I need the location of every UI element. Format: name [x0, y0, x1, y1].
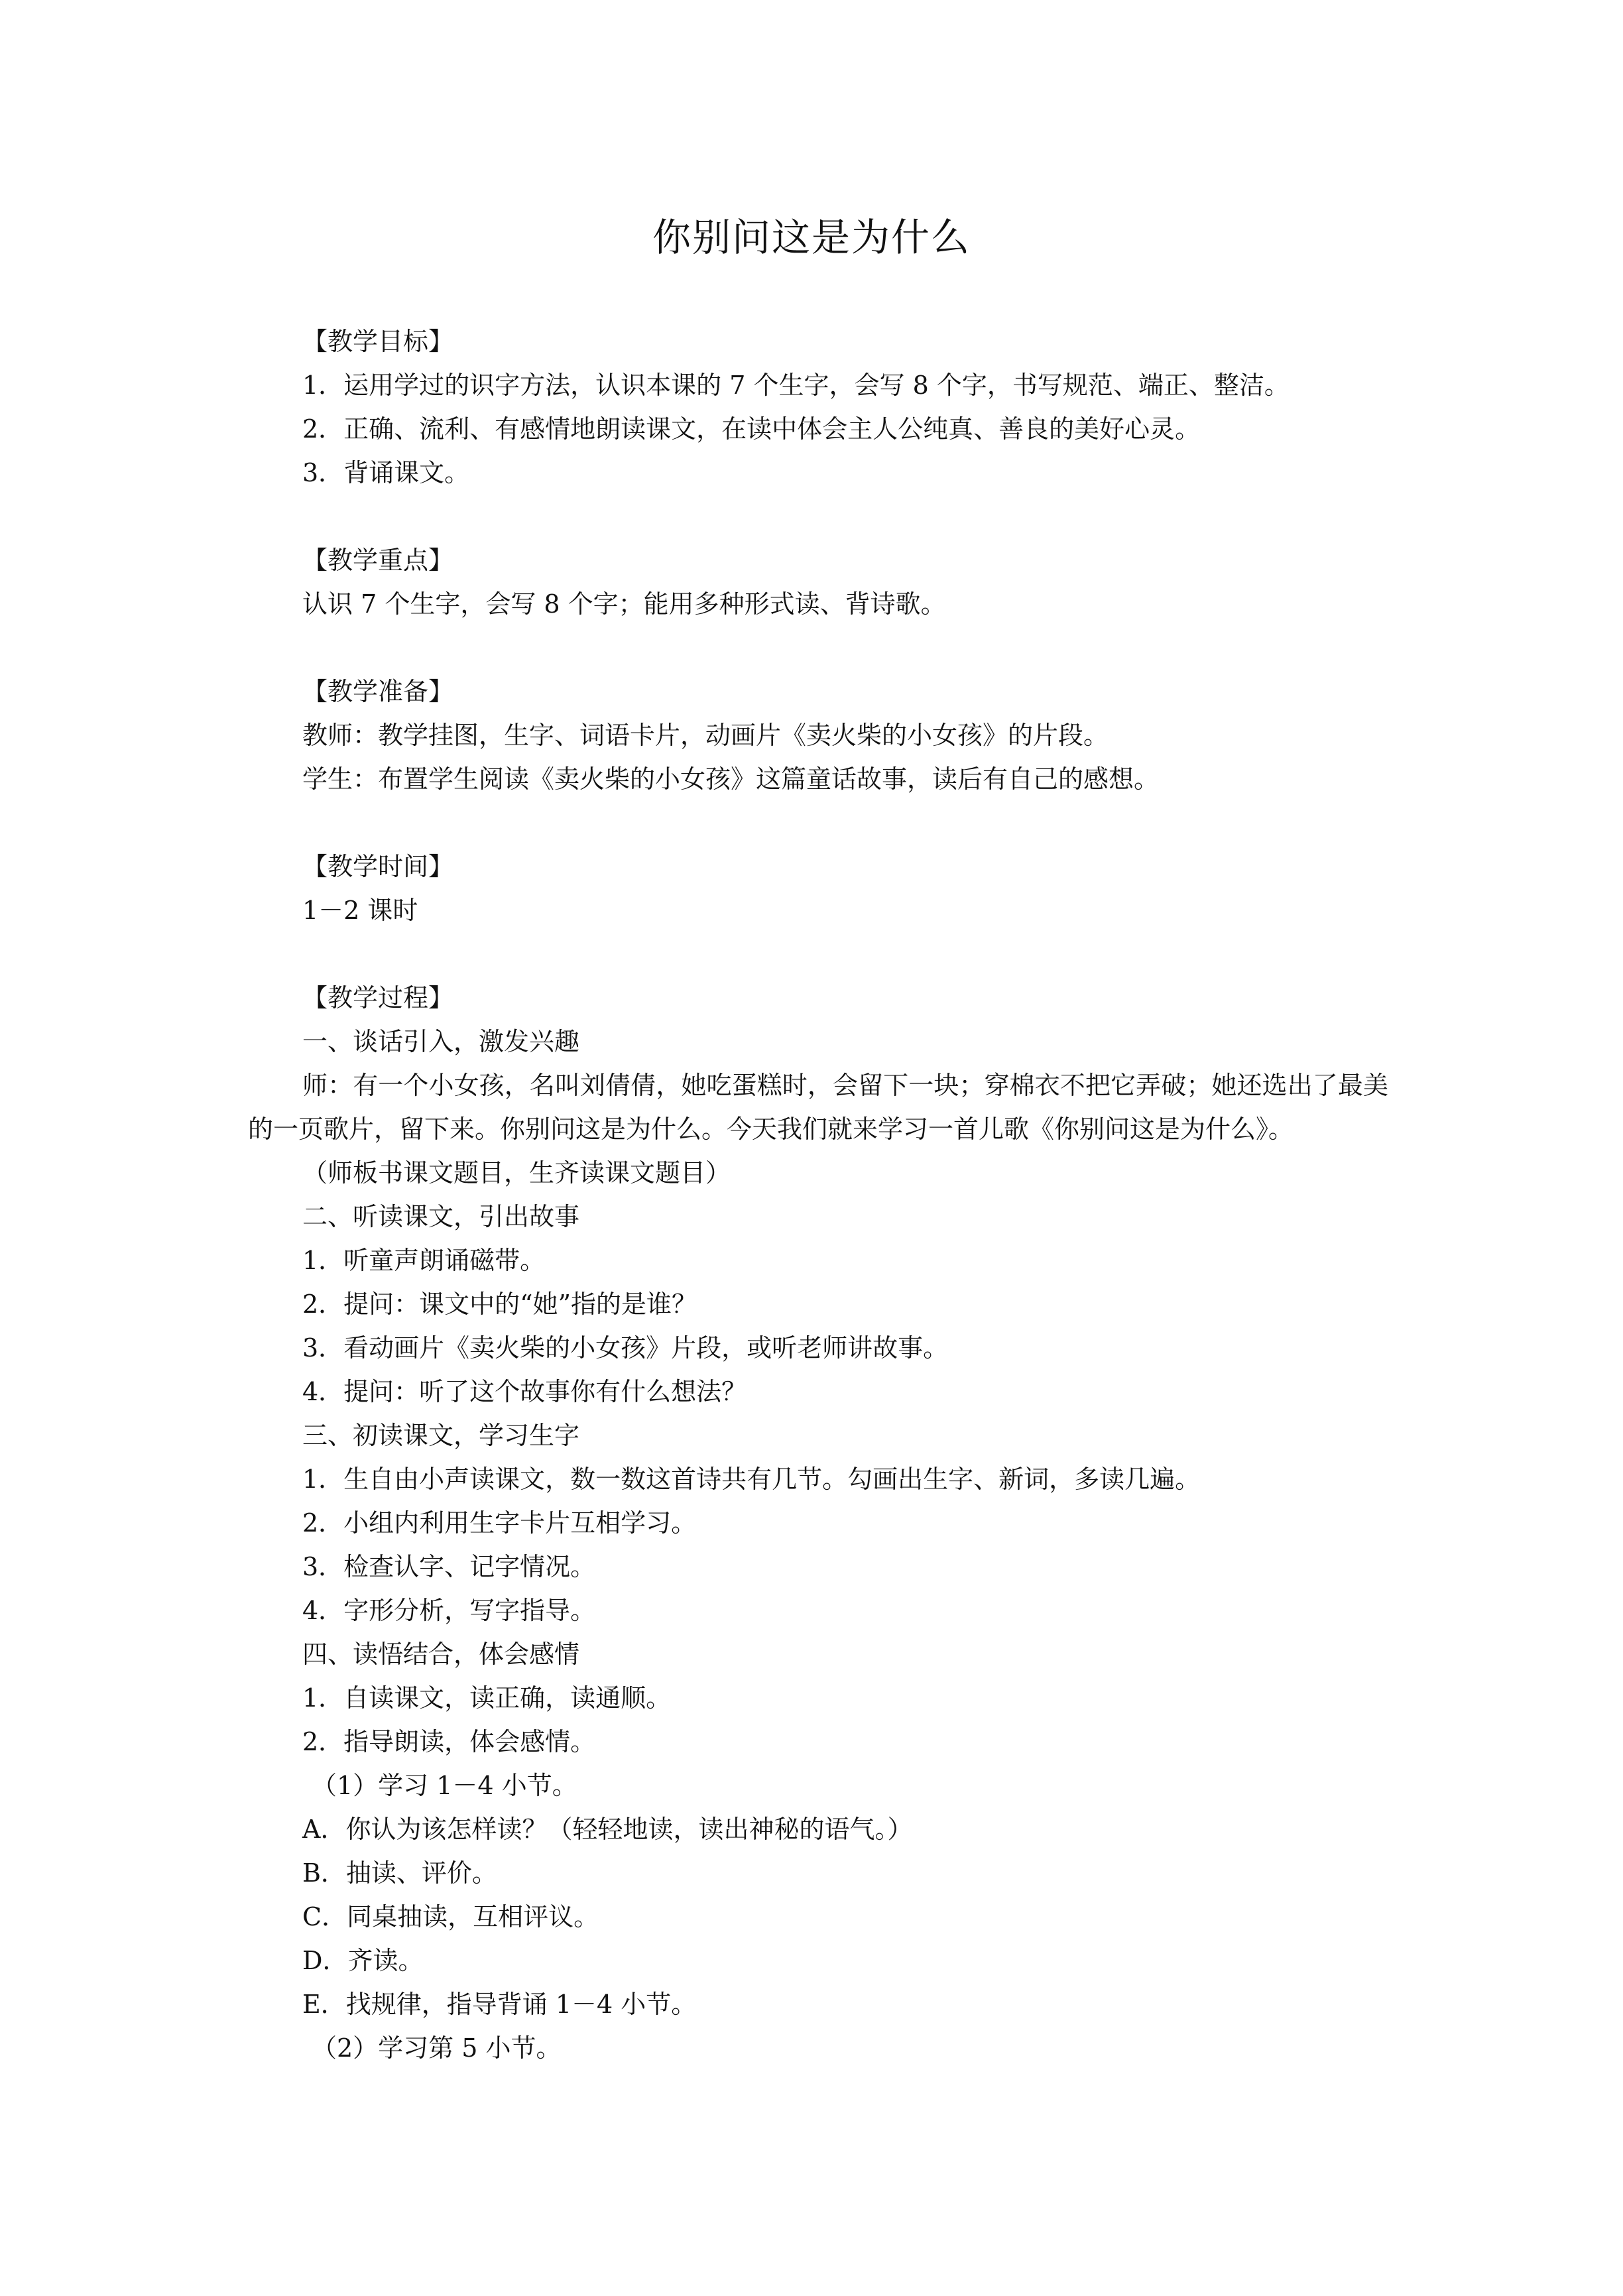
- process-subitem: B．抽读、评价。: [302, 1858, 497, 1888]
- spacer: [248, 626, 1388, 670]
- spacer: [248, 932, 1388, 976]
- process-item: 4．提问：听了这个故事你有什么想法？: [302, 1377, 747, 1406]
- process-note: （师板书课文题目，生齐读课文题目）: [302, 1158, 731, 1187]
- process-paragraph: 师：有一个小女孩，名叫刘倩倩，她吃蛋糕时，会留下一块；穿棉衣不把它弄破；她还选出了最美的一页歌片，留下来。你别问这是为什么。今天我们就来学习一首儿歌《你别问这是为什么》。: [248, 1071, 1388, 1144]
- process-subheading: （2）学习第 5 小节。: [312, 2033, 562, 2063]
- process-subitem: A．你认为该怎样读？（轻轻地读，读出神秘的语气。）: [302, 1815, 913, 1844]
- document-title: 你别问这是为什么: [652, 215, 971, 260]
- document-body: [248, 320, 1388, 2070]
- preparation-student: 学生：布置学生阅读《卖火柴的小女孩》这篇童话故事，读后有自己的感想。: [302, 764, 1160, 794]
- process-subheading: （1）学习 1－4 小节。: [312, 1771, 577, 1800]
- objective-item: 2．正确、流利、有感情地朗读课文，在读中体会主人公纯真、善良的美好心灵。: [302, 414, 1201, 444]
- process-step-title: 三、初读课文，学习生字: [302, 1421, 580, 1450]
- time-text: 1－2 课时: [302, 896, 418, 925]
- keypoints-text: 认识 7 个生字，会写 8 个字；能用多种形式读、背诗歌。: [302, 589, 946, 619]
- process-subitem: C．同桌抽读，互相评议。: [302, 1902, 599, 1931]
- section-heading-objectives: 【教学目标】: [302, 327, 454, 356]
- process-step-title: 一、谈话引入，激发兴趣: [302, 1027, 580, 1056]
- process-step-title: 二、听读课文，引出故事: [302, 1202, 580, 1231]
- process-item: 4．字形分析，写字指导。: [302, 1596, 596, 1625]
- section-heading-preparation: 【教学准备】: [302, 677, 454, 706]
- process-item: 2．提问：课文中的“她”指的是谁？: [302, 1290, 697, 1319]
- spacer: [248, 801, 1388, 845]
- preparation-teacher: 教师：教学挂图，生字、词语卡片，动画片《卖火柴的小女孩》的片段。: [302, 721, 1109, 750]
- process-step-title: 四、读悟结合，体会感情: [302, 1640, 580, 1669]
- process-item: 3．看动画片《卖火柴的小女孩》片段，或听老师讲故事。: [302, 1333, 949, 1362]
- spacer: [248, 495, 1388, 538]
- section-heading-time: 【教学时间】: [302, 852, 454, 881]
- process-item: 2．小组内利用生字卡片互相学习。: [302, 1508, 697, 1538]
- process-item: 1．听童声朗诵磁带。: [302, 1246, 546, 1275]
- objective-item: 1．运用学过的识字方法，认识本课的 7 个生字，会写 8 个字，书写规范、端正、整洁。: [302, 371, 1290, 400]
- process-item: 2．指导朗读，体会感情。: [302, 1727, 596, 1756]
- section-heading-keypoints: 【教学重点】: [302, 546, 454, 575]
- process-subitem: D．齐读。: [302, 1946, 424, 1975]
- process-item: 1．生自由小声读课文，数一数这首诗共有几节。勾画出生字、新词，多读几遍。: [302, 1465, 1201, 1494]
- process-item: 3．检查认字、记字情况。: [302, 1552, 596, 1581]
- section-heading-process: 【教学过程】: [302, 983, 454, 1012]
- process-item: 1．自读课文，读正确，读通顺。: [302, 1683, 672, 1713]
- objective-item: 3．背诵课文。: [302, 458, 470, 487]
- process-subitem: E．找规律，指导背诵 1－4 小节。: [302, 1990, 697, 2019]
